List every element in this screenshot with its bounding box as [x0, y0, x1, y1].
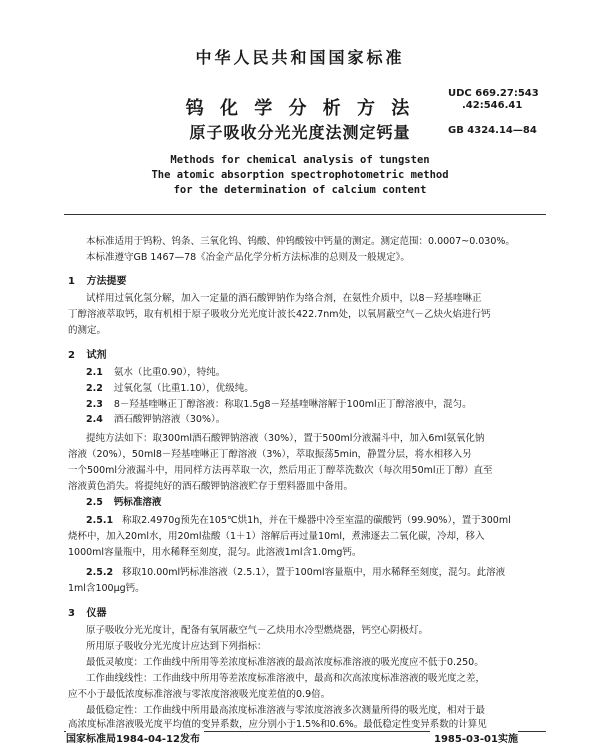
- intro-scope: 本标准适用于钨粉、钨条、三氧化钨、钨酸、仲钨酸铵中钙量的测定。测定范围：0.0007~0.030%。: [86, 236, 515, 247]
- reagent-2-5-2-line2: 1ml含100μg钙。: [68, 583, 145, 594]
- section-3-line1: 原子吸收分光光度计，配备有氧屑蔽空气－乙炔用水冷型燃烧器，钙空心阴极灯。: [86, 625, 429, 636]
- reagent-2-3: [86, 398, 542, 411]
- reagent-2-1-text: 氨水（比重0.90），特纯。: [113, 367, 226, 378]
- udc-code: [448, 88, 539, 112]
- reagent-2-1: [86, 366, 542, 379]
- purify-line3: 一个500ml分液漏斗中，用同样方法再萃取一次，然后用正丁醇萃洗数次（每次用50ml正丁醇）直至: [68, 465, 493, 476]
- reagent-2-5-number: 2.5: [86, 497, 103, 508]
- section-1-line1: 试样用过氧化氢分解，加入一定量的酒石酸钾钠作为络合剂，在氨性介质中，以8－羟基喹啉正: [86, 293, 482, 304]
- reagent-2-5-1-line3: 1000ml容量瓶中，用水稀释至刻度，混匀。此溶液1ml含1.0mg钙。: [68, 547, 362, 558]
- reagent-2-3-number: 2.3: [86, 399, 103, 410]
- section-3-line3: 最低灵敏度：工作曲线中所用等差浓度标准溶液的最高浓度标准溶液的吸光度应不低于0.250。: [86, 657, 484, 668]
- section-3-line2: 所用原子吸收分光光度计应达到下列指标：: [86, 641, 267, 652]
- reagent-2-5-2-line1: [86, 566, 542, 579]
- reagent-2-5-1-number: 2.5.1: [86, 515, 114, 526]
- reagent-2-2-text: 过氧化氢（比重1.10），优级纯。: [113, 383, 254, 394]
- reagent-2-5-2-text: 移取10.00ml钙标准溶液（2.5.1），置于100ml容量瓶中，用水稀释至刻度，混匀。此溶液: [122, 567, 506, 578]
- purify-line4: 溶液黄色消失。将提纯好的酒石酸钾钠溶液贮存于塑料器皿中备用。: [68, 481, 354, 492]
- reagent-2-1-number: 2.1: [86, 367, 103, 378]
- gb-number: GB 4324.14—84: [448, 125, 537, 136]
- section-3-number: 3: [68, 608, 75, 619]
- purify-line2: 溶液（20%），50ml8－羟基喹啉正丁醇溶液（3%），萃取振荡5min，静置分层，将水相移入另: [68, 449, 472, 460]
- section-1-heading: [68, 272, 126, 287]
- reagent-2-4: [86, 413, 542, 426]
- title-english-line2: The atomic absorption spectrophotometric method: [151, 169, 449, 181]
- udc-line2: .42:546.41: [462, 100, 523, 111]
- reagent-2-5-1-line1: [86, 514, 542, 527]
- reagent-2-5: [86, 496, 542, 509]
- footer-issued: 国家标准局1984-04-12发布: [66, 730, 204, 745]
- reagent-2-5-title: 钙标准溶液: [113, 497, 162, 508]
- reagent-2-2-number: 2.2: [86, 383, 103, 394]
- section-1-line3: 的测定。: [68, 325, 107, 336]
- section-1-number: 1: [68, 276, 75, 287]
- section-1-title: 方法提要: [86, 276, 127, 287]
- section-3-line6: 最低稳定性：工作曲线中所用最高浓度标准溶液与零浓度溶液多次测量所得的吸光度，相对于最: [86, 705, 486, 716]
- reagent-2-5-1-text: 称取2.4970g预先在105℃烘1h，并在干燥器中冷至室温的碳酸钙（99.90%），置于300ml: [122, 515, 511, 526]
- section-2-title: 试剂: [86, 350, 107, 361]
- title-english-line3: for the determination of calcium content: [173, 184, 427, 196]
- section-3-heading: [68, 604, 106, 619]
- title-chinese-line2: 原子吸收分光光度法测定钙量: [189, 123, 411, 142]
- udc-line1: UDC 669.27:543: [448, 88, 539, 99]
- reagent-2-5-1-line2: 烧杯中，加入20ml水，用20ml盐酸（1＋1）溶解后再过量10ml，煮沸逐去二氧化碳，冷却，移入: [68, 531, 485, 542]
- title-english-line1: Methods for chemical analysis of tungsten: [170, 154, 430, 166]
- title-chinese-line1: 钨 化 学 分 析 方 法: [185, 98, 415, 119]
- reagent-2-5-2-number: 2.5.2: [86, 567, 114, 578]
- national-standard-label: 中华人民共和国国家标准: [195, 48, 405, 67]
- reagent-2-3-text: 8－羟基喹啉正丁醇溶液：称取1.5g8－羟基喹啉溶解于100ml正丁醇溶液中，混匀。: [113, 399, 472, 410]
- section-3-line7: 高浓度标准溶液吸光度平均值的变异系数，应分别小于1.5%和0.6%。最低稳定性变异系数的计算见: [68, 719, 487, 730]
- section-2-number: 2: [68, 350, 75, 361]
- footer-implemented: 1985-03-01实施: [430, 730, 518, 745]
- section-1-line2: 丁醇溶液萃取钙，取有机相于原子吸收分光光度计波长422.7nm处，以氧屑蔽空气－乙炔火焰进行钙: [68, 309, 491, 320]
- section-2-heading: [68, 346, 106, 361]
- reagent-2-4-text: 酒石酸钾钠溶液（30%）。: [113, 414, 226, 425]
- purify-line1: 提纯方法如下：取300ml酒石酸钾钠溶液（30%），置于500ml分液漏斗中，加入6ml氨氧化钠: [86, 433, 485, 444]
- section-3-line4: 工作曲线线性：工作曲线中所用等差浓度标准溶液中，最高和次高浓度标准溶液的吸光度之差，: [86, 673, 486, 684]
- section-3-line5: 应不小于最低浓度标准溶液与零浓度溶液吸光度差值的0.9倍。: [68, 689, 331, 700]
- reagent-2-2: [86, 382, 542, 395]
- intro-compliance: 本标准遵守GB 1467—78《冶金产品化学分析方法标准的总则及一般规定》。: [86, 252, 410, 263]
- section-3-title: 仪器: [86, 608, 107, 619]
- header-divider: [64, 214, 546, 215]
- reagent-2-4-number: 2.4: [86, 414, 103, 425]
